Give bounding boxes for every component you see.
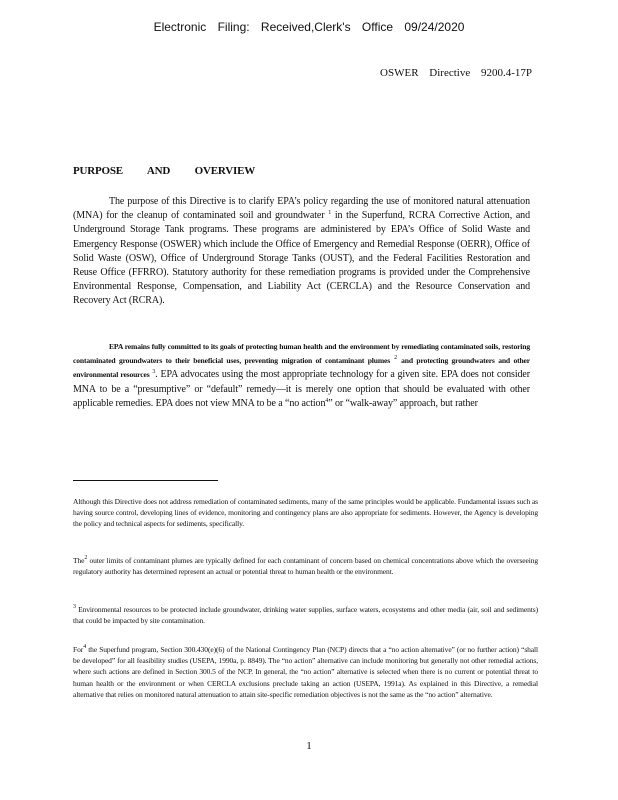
footnote-2-number: 2 [84,555,88,561]
footnote-ref-3[interactable]: 3 [152,369,156,376]
footnote-ref-2[interactable]: 2 [394,355,398,362]
filing-stamp: Electronic Filing: Received,Clerk's Office 09/24/2020 [153,20,465,34]
footnote-1 [73,496,538,530]
commitment-text-4: ” or “walk-away” approach, but rather [328,397,478,409]
footnote-4-text: the Superfund program, Section 300.430(e)(6) of the National Contingency Plan (NCP) directs that a “no action alternative” (or no further action) “shall be developed” for all feasibility studies (USEPA, 1990a, p. 8849). The “no action” alternative can include monitoring but generally not other remedial actions, where such actions are defined in Section 300.5 of the NCP. In general, the “no action” alternative is selected when there is no current or potential threat to human health or the environment or when CERCLA exclusions preclude taking an action (USEPA, 1991a). As explained in this Directive, a remedial alternative that relies on monitored natural attenuation to attain site-specific remediation objectives is not the same as the “no action” alternative. [73,645,538,699]
section-heading: PURPOSE AND OVERVIEW [73,165,256,177]
footnote-divider [73,480,218,481]
page-number: 1 [306,740,312,752]
footnote-2-prefix: The [73,556,85,565]
purpose-text-2: in the Superfund, RCRA Corrective Action, and Underground Storage Tank programs. These programs are administered by EPA’s Office of Solid Waste and Emergency Response (OSWER) which include the Office of Emergency and Remedial Response (OERR), Office of Solid Waste (OSW), Office of Underground Storage Tanks (OUST), and the Federal Facilities Restoration and Reuse Office (FFRRO). Statutory authority for these remediation programs is provided under the Comprehensive Environmental Response, Compensation, and Liability Act (CERCLA) and the Resource Conservation and Recovery Act (RCRA). [73,210,530,307]
commitment-text-1: EPA remains fully committed to its goals of protecting human health and the environment by remediating contaminated soils, restoring contaminated groundwaters to their beneficial uses, preventing migration of contaminant plumes [73,342,530,366]
directive-id: OSWER Directive 9200.4-17P [380,67,532,79]
footnote-2-text: outer limits of contaminant plumes are typically defined for each contaminant of concern based on chemical concentrations above which the overseeing regulatory authority has determined represent an actual or potential threat to human health or the environment. [73,556,538,577]
footnote-3-number: 3 [73,604,76,610]
footnote-1-text: Although this Directive does not address remediation of contaminated sediments, many of the same principles would be applicable. Fundamental issues such as having source control, developing lines of evidence, monitoring and contingency plans are also appropriate for sediments. However, the Agency is developing the policy and technical aspects for sediments, specifically. [73,497,538,529]
footnote-4-number: 4 [83,644,87,650]
footnote-3-text: Environmental resources to be protected include groundwater, drinking water supplies, surface waters, ecosystems and other media (air, soil and sediments) that could be impacted by site contamination. [73,605,538,626]
footnote-ref-4[interactable]: 4 [325,397,329,404]
commitment-text-2: and protecting groundwaters and other environmental resources [73,356,530,380]
purpose-paragraph [73,195,530,309]
footnote-2 [73,555,538,577]
commitment-text-3: . EPA advocates using the most appropriate technology for a given site. EPA does not consider MNA to be a “presumptive” or “default” remedy—it is merely one option that should be evaluated with other applicable remedies. EPA does not view MNA to be a “no action [73,369,530,409]
footnote-ref-1[interactable]: 1 [328,210,332,217]
purpose-text-1: The purpose of this Directive is to clarify EPA’s policy regarding the use of monitored natural attenuation (MNA) for the cleanup of contaminated soil and groundwater [73,196,530,222]
footnote-4 [73,644,538,700]
footnote-3 [73,604,538,626]
footnote-4-prefix: For [73,645,84,654]
commitment-paragraph [73,340,530,411]
